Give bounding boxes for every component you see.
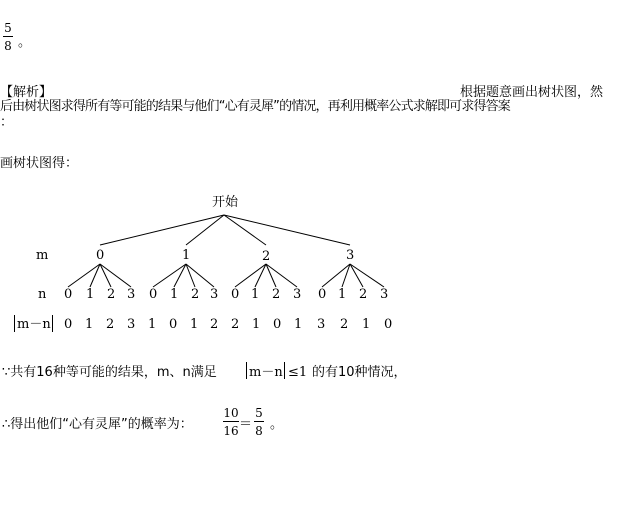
tree-branch [224, 215, 350, 245]
tree-branch [174, 264, 186, 287]
fraction-denominator: 8 [255, 424, 263, 438]
draw-tree-text: 画树状图得： [0, 156, 79, 171]
top-answer-period: 。 [18, 35, 32, 50]
m-node: 1 [182, 248, 191, 263]
n-leaf: 1 [86, 287, 95, 302]
m-node: 0 [96, 248, 105, 263]
tree-branch [100, 264, 131, 287]
analysis-intro: 根据题意画出树状图，然 [460, 85, 604, 100]
fraction-numerator: 5 [255, 406, 263, 420]
n-leaf: 3 [127, 287, 136, 302]
abs-value: 3 [127, 317, 136, 332]
conclusion-1-prefix: ∵共有16种等可能的结果，m、n满足 [2, 365, 217, 380]
tree-branch [153, 264, 186, 287]
n-leaf: 3 [293, 287, 302, 302]
tree-branch [235, 264, 266, 287]
m-node: 3 [346, 248, 355, 263]
n-leaf: 2 [272, 287, 281, 302]
fraction-numerator: 10 [223, 406, 239, 420]
equals-sign: ＝ [239, 417, 253, 432]
tree-root-label: 开始 [212, 195, 239, 210]
fraction-bar [254, 421, 264, 422]
fraction-numerator: 5 [4, 21, 12, 35]
abs-value: 1 [190, 317, 199, 332]
n-leaf: 1 [170, 287, 179, 302]
analysis-text-colon: ： [0, 115, 14, 130]
n-leaf: 0 [231, 287, 240, 302]
abs-bar-left [14, 315, 15, 332]
fraction-denominator: 8 [4, 39, 12, 53]
conclusion-2-prefix: ∴得出他们“心有灵犀”的概率为： [2, 417, 193, 432]
tree-branch [100, 264, 111, 287]
abs-bar-right [284, 362, 285, 379]
abs-value: 1 [362, 317, 371, 332]
tree-branch [255, 264, 266, 287]
n-leaf: 0 [149, 287, 158, 302]
conclusion-1-abs-expr: m－n [249, 365, 283, 380]
n-leaf: 2 [107, 287, 116, 302]
m-node: 2 [262, 249, 271, 264]
n-row-label: n [38, 287, 47, 302]
analysis-tag: 【解析】 [0, 85, 53, 100]
tree-branch [350, 264, 363, 287]
conclusion-1-suffix: 的有10种情况， [312, 365, 407, 380]
abs-value: 0 [169, 317, 178, 332]
abs-value: 2 [210, 317, 219, 332]
n-leaf: 3 [380, 287, 389, 302]
n-leaf: 0 [64, 287, 73, 302]
abs-value: 2 [231, 317, 240, 332]
n-leaf: 1 [338, 287, 347, 302]
analysis-text-line: 后由树状图求得所有等可能的结果与他们“心有灵犀”的情况，再利用概率公式求解即可求得答案 [0, 99, 510, 114]
n-leaf: 3 [210, 287, 219, 302]
abs-value: 1 [252, 317, 261, 332]
conclusion-2-period: 。 [270, 417, 284, 432]
probability-fraction-5-8 [254, 407, 264, 437]
abs-value: 3 [317, 317, 326, 332]
abs-value: 1 [85, 317, 94, 332]
abs-value: 1 [148, 317, 157, 332]
abs-value: 1 [294, 317, 303, 332]
abs-bar-right [52, 315, 53, 332]
conclusion-1-inequality: ≤1 [288, 365, 308, 380]
abs-value: 0 [64, 317, 73, 332]
tree-branch [350, 264, 384, 287]
abs-row-label: m－n [17, 317, 51, 332]
fraction-denominator: 16 [223, 424, 239, 438]
abs-bar-left [246, 362, 247, 379]
fraction-bar [223, 421, 239, 422]
abs-value: 0 [384, 317, 393, 332]
probability-fraction-10-16 [223, 407, 239, 437]
m-row-label: m [36, 248, 49, 263]
n-leaf: 0 [318, 287, 327, 302]
abs-value: 2 [106, 317, 115, 332]
n-leaf: 2 [359, 287, 368, 302]
n-leaf: 1 [251, 287, 260, 302]
abs-value: 2 [340, 317, 349, 332]
n-leaf: 2 [191, 287, 200, 302]
abs-value: 0 [273, 317, 282, 332]
